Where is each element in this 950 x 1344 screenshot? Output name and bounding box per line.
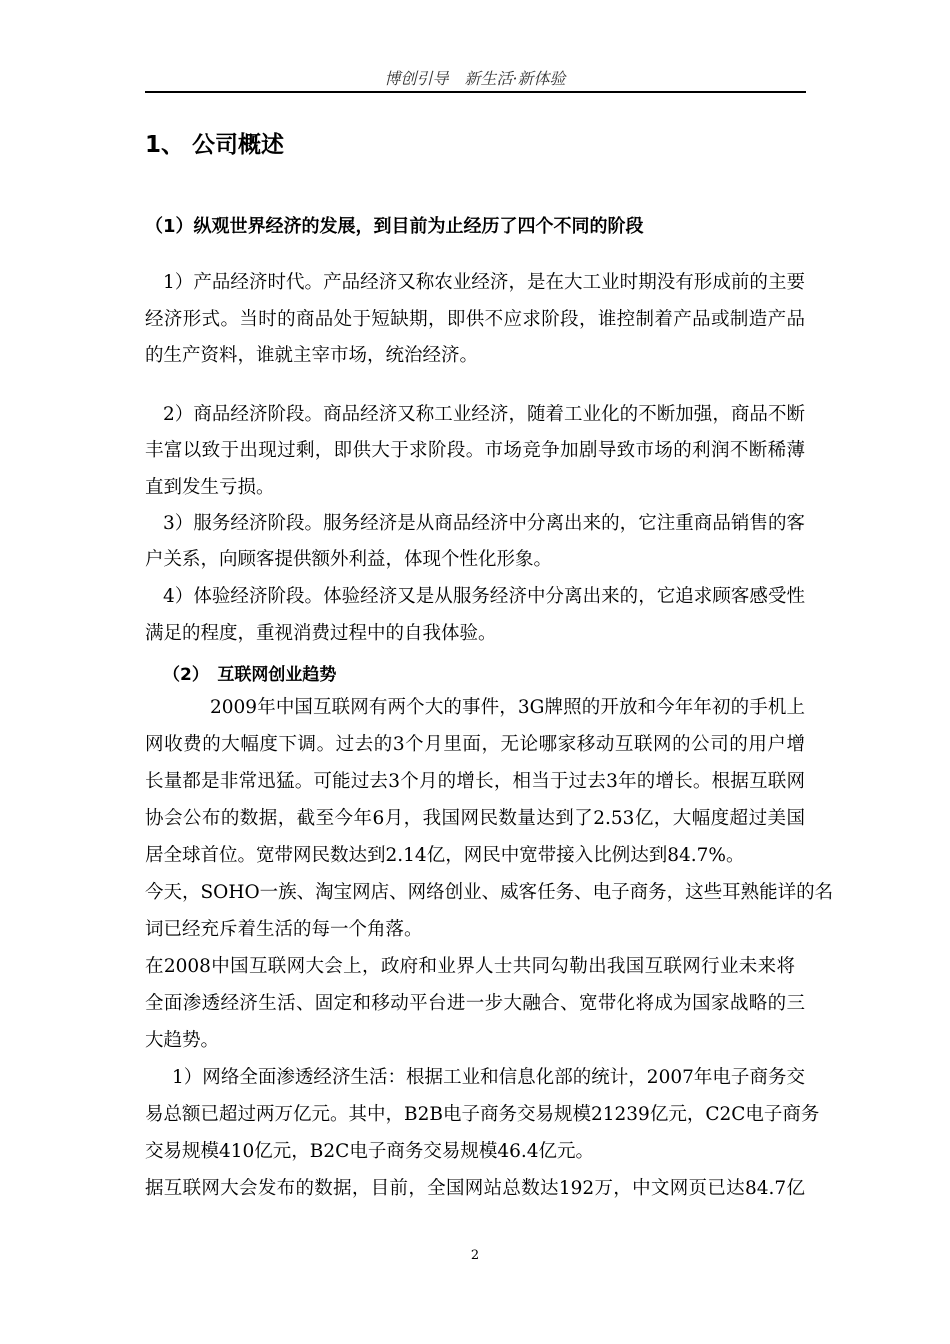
page-number: 2 [470,1248,480,1263]
paragraph-line: 1）产品经济时代。产品经济又称农业经济，是在大工业时期没有形成前的主要 [163,272,805,293]
paragraph-line: 居全球首位。宽带网民数达到2.14亿，网民中宽带接入比例达到84.7%。 [145,845,745,866]
paragraph-line: 的生产资料，谁就主宰市场，统治经济。 [145,345,479,366]
paragraph-line: 2）商品经济阶段。商品经济又称工业经济，随着工业化的不断加强，商品不断 [163,404,805,425]
paragraph-line: 户关系，向顾客提供额外利益，体现个性化形象。 [145,549,553,570]
paragraph-line: 丰富以致于出现过剩，即供大于求阶段。市场竞争加剧导致市场的利润不断稀薄 [145,440,805,461]
paragraph-line: 交易规模410亿元，B2C电子商务交易规模46.4亿元。 [145,1141,595,1162]
section-title: 1、 公司概述 [145,132,285,158]
paragraph-line: 易总额已超过两万亿元。其中，B2B电子商务交易规模21239亿元，C2C电子商务 [145,1104,820,1125]
header-rule [145,91,806,93]
paragraph-line: 经济形式。当时的商品处于短缺期，即供不应求阶段，谁控制着产品或制造产品 [145,309,805,330]
paragraph-line: 3）服务经济阶段。服务经济是从商品经济中分离出来的，它注重商品销售的客 [163,513,805,534]
paragraph-line: 协会公布的数据，截至今年6月，我国网民数量达到了2.53亿，大幅度超过美国 [145,808,805,829]
paragraph-line: 满足的程度，重视消费过程中的自我体验。 [145,623,497,644]
paragraph-line: 4）体验经济阶段。体验经济又是从服务经济中分离出来的，它追求顾客感受性 [163,586,805,607]
paragraph-line: 长量都是非常迅猛。可能过去3个月的增长，相当于过去3年的增长。根据互联网 [145,771,805,792]
paragraph-line: 大趋势。 [145,1030,220,1051]
paragraph-line: 全面渗透经济生活、固定和移动平台进一步大融合、宽带化将成为国家战略的三 [145,993,805,1014]
paragraph-line: 网收费的大幅度下调。过去的3个月里面，无论哪家移动互联网的公司的用户增 [145,734,805,755]
paragraph-line: 1）网络全面渗透经济生活：根据工业和信息化部的统计，2007年电子商务交 [172,1067,805,1088]
paragraph-line: 词已经充斥着生活的每一个角落。 [145,919,423,940]
subheading-2: （2） 互联网创业趋势 [163,665,337,685]
subheading-1: （1）纵观世界经济的发展，到目前为止经历了四个不同的阶段 [145,216,644,237]
paragraph-line: 直到发生亏损。 [145,477,275,498]
paragraph-line: 据互联网大会发布的数据，目前，全国网站总数达192万，中文网页已达84.7亿 [145,1178,805,1199]
paragraph-line: 2009年中国互联网有两个大的事件，3G牌照的开放和今年年初的手机上 [210,697,805,718]
page-header: 博创引导 新生活·新体验 [384,69,566,88]
paragraph-line: 在2008中国互联网大会上，政府和业界人士共同勾勒出我国互联网行业未来将 [145,956,795,977]
paragraph-line: 今天，SOHO一族、淘宝网店、网络创业、威客任务、电子商务，这些耳熟能详的名 [145,882,834,903]
